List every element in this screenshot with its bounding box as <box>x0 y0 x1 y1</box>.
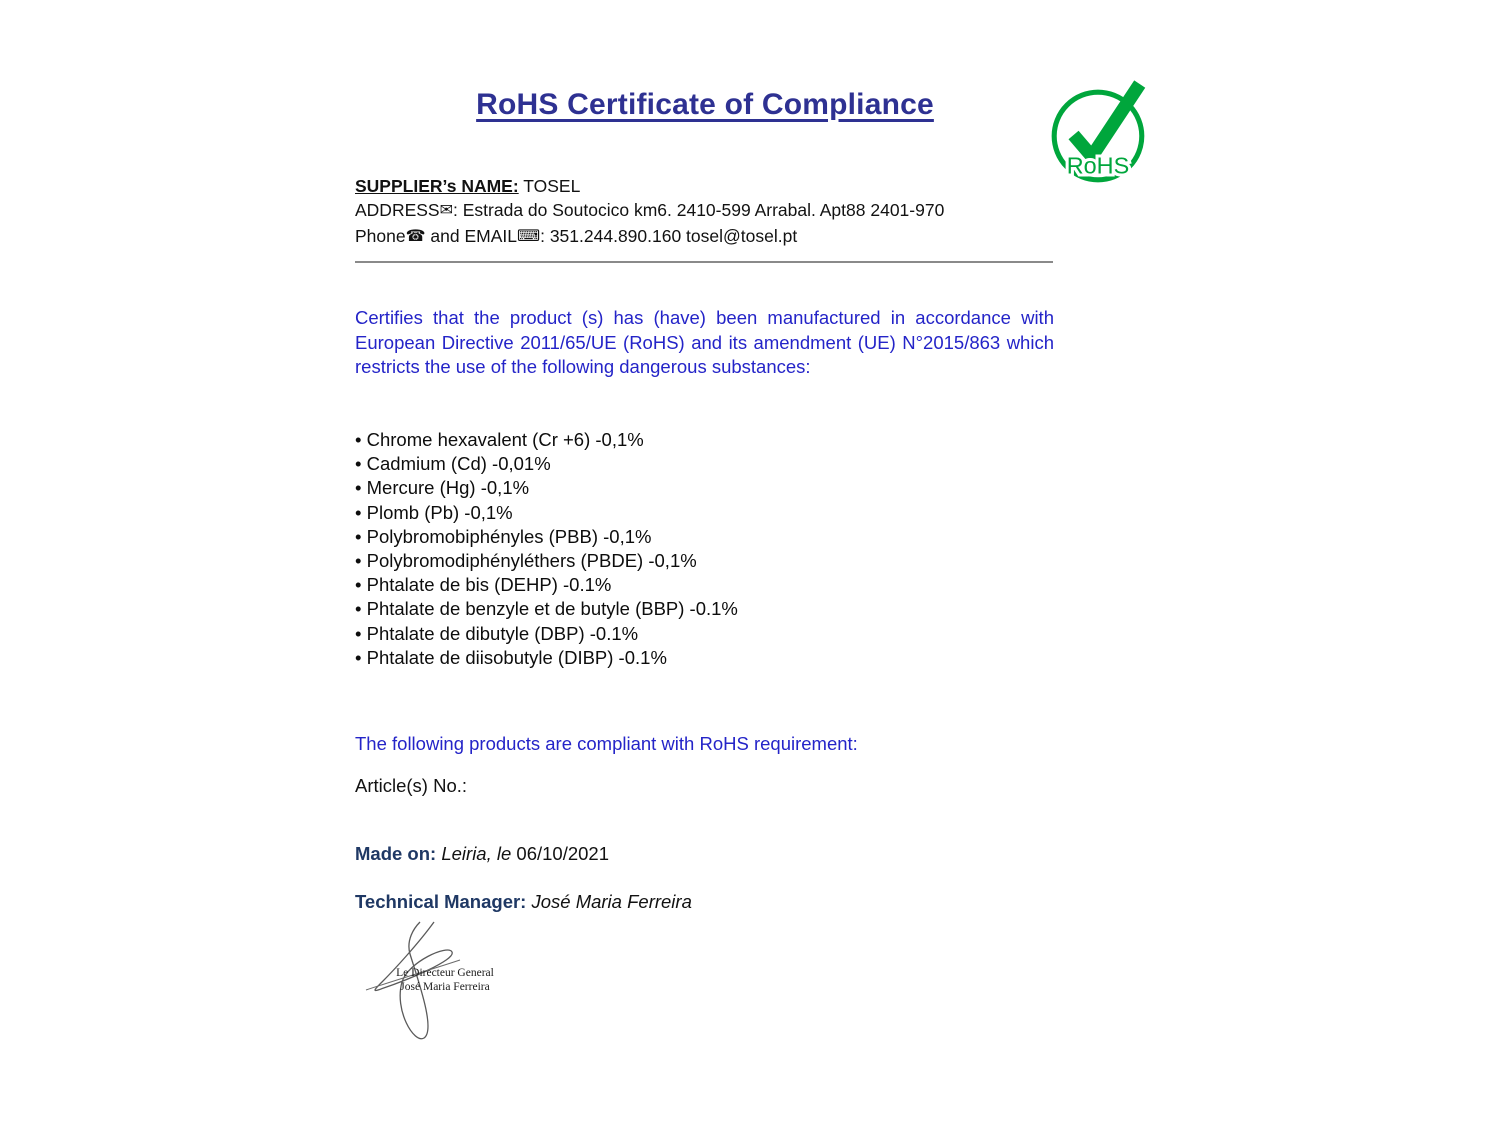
page-title <box>355 88 1055 122</box>
substance-item: • Phtalate de dibutyle (DBP) -0.1% <box>355 622 1055 646</box>
contact-value: : 351.244.890.160 tosel@tosel.pt <box>540 226 798 246</box>
made-on-line <box>355 843 1055 865</box>
stamp-line-name: José Maria Ferreira <box>400 981 490 993</box>
technical-manager-line <box>355 891 1055 913</box>
substance-item: • Mercure (Hg) -0,1% <box>355 476 1055 500</box>
supplier-name-value: TOSEL <box>518 176 581 196</box>
supplier-address-line <box>355 198 1055 224</box>
substance-item: • Polybromodiphényléthers (PBDE) -0,1% <box>355 549 1055 573</box>
supplier-contact-line <box>355 224 1055 250</box>
rohs-logo-label: RoHS <box>1066 152 1130 179</box>
articles-label: Article(s) No.: <box>355 775 468 796</box>
rohs-logo-graphic <box>1048 80 1150 190</box>
compliance-statement: The following products are compliant with RoHS requirement: <box>355 733 858 754</box>
phone-icon: ☎ <box>405 228 426 245</box>
rohs-logo <box>1048 80 1150 190</box>
envelope-icon: ✉ <box>439 202 454 219</box>
substance-item: • Cadmium (Cd) -0,01% <box>355 452 1055 476</box>
made-on-label: Made on: <box>355 843 437 864</box>
technical-manager-value: José Maria Ferreira <box>526 891 692 912</box>
address-value: : Estrada do Soutocico km6. 2410-599 Arrabal. Apt88 2401-970 <box>453 200 945 220</box>
supplier-info-block <box>355 174 1055 250</box>
substance-item: • Phtalate de benzyle et de butyle (BBP) -0.1% <box>355 597 1055 621</box>
substance-item: • Plomb (Pb) -0,1% <box>355 501 1055 525</box>
restricted-substances-list <box>355 428 1055 670</box>
phone-label: Phone <box>355 226 406 246</box>
computer-icon: ⌨ <box>517 228 541 245</box>
substance-item: • Chrome hexavalent (Cr +6) -0,1% <box>355 428 1055 452</box>
supplier-name-line <box>355 174 1055 198</box>
email-label: and EMAIL <box>425 226 517 246</box>
made-on-place: Leiria, le <box>436 843 512 864</box>
substance-item: • Phtalate de diisobutyle (DIBP) -0.1% <box>355 646 1055 670</box>
address-label: ADDRESS <box>355 200 440 220</box>
supplier-name-label: SUPPLIER’s NAME: <box>355 176 519 196</box>
technical-manager-label: Technical Manager: <box>355 891 527 912</box>
stamp-line-director: Le Directeur General <box>396 967 494 979</box>
horizontal-divider <box>355 261 1053 263</box>
made-on-date: 06/10/2021 <box>511 843 610 864</box>
substance-item: • Polybromobiphényles (PBB) -0,1% <box>355 525 1055 549</box>
signature-stamp-text <box>381 966 509 994</box>
substance-item: • Phtalate de bis (DEHP) -0.1% <box>355 573 1055 597</box>
certification-paragraph: Certifies that the product (s) has (have) been manufactured in accordance with European Directive 2011/65/UE (RoHS) and its amendment (UE) N°2015/863 which restricts the use of the following dangerous substances: <box>355 307 1054 377</box>
page-title-text: RoHS Certificate of Compliance <box>476 88 934 121</box>
